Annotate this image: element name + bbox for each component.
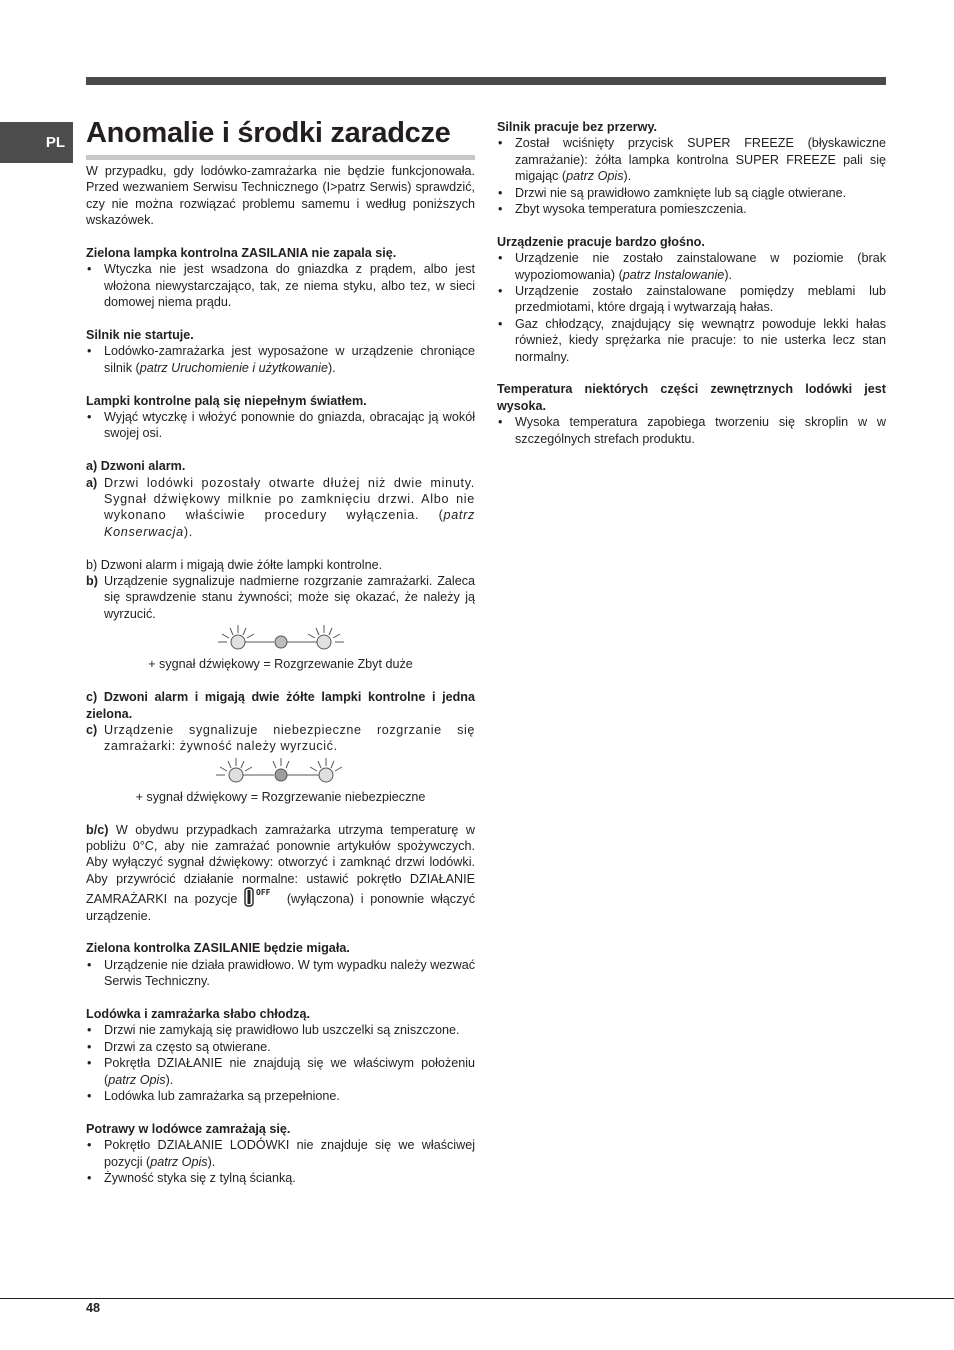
page-number: 48 [86,1301,101,1315]
list-item: • Drzwi nie zamykają się prawidłowo lub uszczelki są zniszczone. [86,1022,475,1038]
lamp-diagram-c [86,755,475,789]
section-heading: Temperatura niektórych części zewnętrznych lodówki jest wysoka. [497,382,886,413]
language-tab: PL [0,122,73,163]
section-heading: Lodówka i zamrażarka słabo chłodzą. [86,1006,310,1021]
green-lamp-icon [273,758,289,781]
list-item: • Drzwi nie są prawidłowo zamknięte lub są ciągle otwierane. [497,185,886,201]
section-dim-lamps [86,393,475,442]
labelled-item: c) Urządzenie sygnalizuje niebezpieczne rozgrzanie się zamrażarki: żywność należy wyrzucić. [86,722,475,754]
section-hot-parts [497,381,886,447]
section-alarm-b [86,557,475,673]
list-item: • Urządzenie nie zostało zainstalowane w poziomie (brak wypoziomowania) (patrz Instalowanie). [497,250,886,283]
section-heading: a) Dzwoni alarm. [86,459,186,474]
yellow-lamp-icon [304,625,344,649]
section-heading: b) Dzwoni alarm i migają dwie żółte lampki kontrolne. [86,557,383,572]
bottom-rule [0,1298,954,1299]
yellow-lamp-icon [218,625,258,649]
intro-section [86,163,475,229]
section-power-lamp [86,245,475,311]
section-heading: Zielona kontrolka ZASILANIE będzie migała. [86,941,350,956]
section-power-blinking [86,940,475,989]
lamp-diagram-b [86,622,475,656]
section-heading: Lampki kontrolne palą się niepełnym światłem. [86,393,367,408]
page-title: Anomalie i środki zaradcze [86,113,475,160]
list-item: • Pokrętło DZIAŁANIE LODÓWKI nie znajduje się we właściwej pozycji (patrz Opis). [86,1137,475,1170]
section-heading: Zielona lampka kontrolna ZASILANIA nie zapala się. [86,246,397,261]
section-heading: Silnik pracuje bez przerwy. [497,120,658,134]
section-weak-cooling [86,1006,475,1104]
section-heading: Potrawy w lodówce zamrażają się. [86,1121,291,1136]
list-item: • Pokrętła DZIAŁANIE nie znajdują się we właściwym położeniu (patrz Opis). [86,1055,475,1088]
yellow-lamp-icon [216,758,256,782]
section-alarm-c [86,689,475,805]
list-item: • Lodówko-zamrażarka jest wyposażone w urządzenie chroniące silnik (patrz Uruchomienie i użytkowanie). [86,343,475,376]
list-item: • Urządzenie zostało zainstalowane pomiędzy meblami lub przedmiotami, które drgają i wytwarzają hałas. [497,283,886,316]
list-item: • Wyjąć wtyczkę i włożyć ponownie do gniazda, obracając ją wokół swojej osi. [86,409,475,442]
left-column [86,163,475,1203]
list-item: • Drzwi za często są otwierane. [86,1039,475,1055]
section-food-freezing [86,1121,475,1187]
list-item: • Wysoka temperatura zapobiega tworzeniu się skroplin w w szczególnych strefach produktu. [497,414,886,447]
labelled-item: b) Urządzenie sygnalizuje nadmierne rozgrzanie zamrażarki. Zaleca się sprawdzenie stanu żywności; może się okazać, że należy ją wyrzucić. [86,574,475,621]
svg-text:OFF: OFF [256,888,271,898]
green-lamp-off-icon [275,636,287,648]
section-heading: c) Dzwoni alarm i migają dwie żółte lampki kontrolne i jedna zielona. [86,690,475,721]
off-dial-icon [244,887,280,907]
right-column [497,119,886,463]
section-noisy [497,234,886,365]
list-item: • Został wciśnięty przycisk SUPER FREEZE (błyskawiczne zamrażanie): żółta lampka kontrolna SUPER FREEZE pali się migając (patrz Opis). [497,135,886,184]
section-alarm-a [86,458,475,540]
lamp-caption: + sygnał dźwiękowy = Rozgrzewanie Zbyt duże [148,657,413,672]
list-item: • Wtyczka nie jest wsadzona do gniazdka z prądem, albo jest włożona niewystarczająco, tak, ze niema styku, albo tez, w sieci domowej niema prądu. [86,261,475,310]
top-rule [86,77,886,85]
list-item: • Urządzenie nie działa prawidłowo. W tym wypadku należy wezwać Serwis Techniczny. [86,957,475,990]
lamp-caption: + sygnał dźwiękowy = Rozgrzewanie niebezpieczne [135,789,426,804]
labelled-item: a) Drzwi lodówki pozostały otwarte dłużej niż dwie minuty. Sygnał dźwiękowy milknie po zamknięciu drzwi. Albo nie wykonano właściwie procedury wyłączenia. (patrz Konserwacja). [86,475,475,539]
section-motor-running [497,119,886,217]
section-both-cases [86,822,475,924]
list-item: • Żywność styka się z tylną ścianką. [86,1170,475,1186]
intro-text: W przypadku, gdy lodówko-zamrażarka nie będzie funkcjonowała. Przed wezwaniem Serwisu Technicznego (I>patrz Serwis) sprawdzić, czy nie można rozwiązać problemu samemu i według poniższych wskazówek. [86,164,475,228]
list-item: • Gaz chłodzący, znajdujący się wewnątrz powoduje lekki hałas również, kiedy sprężarka nie pracuje: to nie usterka lecz stan normalny. [497,316,886,365]
list-item: • Lodówka lub zamrażarka są przepełnione. [86,1088,475,1104]
section-heading: Silnik nie startuje. [86,328,194,343]
section-motor-not-starting [86,327,475,376]
section-heading: Urządzenie pracuje bardzo głośno. [497,234,705,249]
list-item: • Zbyt wysoka temperatura pomieszczenia. [497,201,886,217]
both-cases-text: b/c) W obydwu przypadkach zamrażarka utrzyma temperaturę w pobliżu 0°C, aby nie zamrażać ponownie artykułów spożywczych. Aby wyłączyć sygnał dźwiękowy: otworzyć i zamknąć drzwi lodówki. Aby przywrócić działanie normalne: ustawić pokrętło DZIAŁANIE ZAMRAŻARKI na pozycje OFF (wyłączona) i ponownie włączyć urządzenie. [86,822,476,923]
yellow-lamp-icon [310,758,342,782]
